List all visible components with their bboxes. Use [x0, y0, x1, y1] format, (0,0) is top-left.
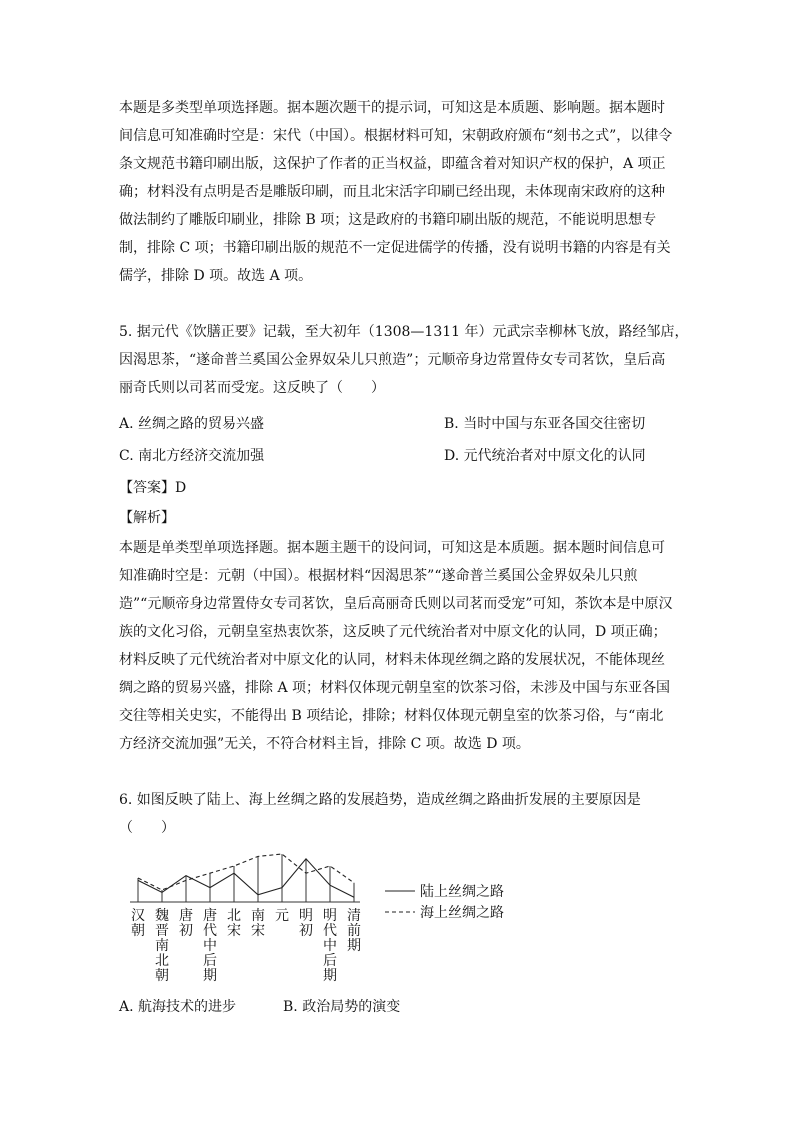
analysis-line: 造”“元顺帝身边常置侍女专司茗饮，皇后高丽奇氏则以司茗而受宠”可知，茶饮本是中原汉 [119, 596, 673, 612]
option-b: B. 政治局势的演变 [283, 999, 401, 1015]
analysis-title: 【解析】 [119, 510, 175, 526]
answer-label: 【答案】D [119, 480, 187, 496]
analysis-line: 确；材料没有点明是否是雕版印刷，而且北宋活字印刷已经出现，未体现南宋政府的这种 [119, 184, 665, 200]
period-label: 元 [275, 908, 289, 924]
analysis-line: 制，排除 C 项；书籍印刷出版的规范不一定促进儒学的传播，没有说明书籍的内容是有关 [119, 240, 671, 256]
period-label: 明初 [299, 908, 313, 939]
period-label: 明代中后期 [323, 908, 337, 983]
analysis-q4 [119, 94, 679, 290]
analysis-line: 知准确时空是：元朝（中国）。根据材料“因渴思茶”“遂命普兰奚国公金界奴朵儿只煎 [119, 568, 638, 584]
analysis-line: 材料反映了元代统治者对中原文化的认同，材料未体现丝绸之路的发展状况，不能体现丝 [119, 652, 665, 668]
period-label: 南宋 [251, 908, 265, 939]
analysis-line: 条文规范书籍印刷出版，这保护了作者的正当权益，即蕴含着对知识产权的保护，A 项正 [119, 156, 666, 172]
analysis-line: 绸之路的贸易兴盛，排除 A 项；材料仅体现元朝皇室的饮茶习俗，未涉及中国与东亚各国 [119, 680, 671, 696]
period-label: 唐初 [179, 908, 193, 939]
analysis-line: 做法制约了雕版印刷业，排除 B 项；这是政府的书籍印刷出版的规范，不能说明思想专 [119, 212, 657, 228]
period-label: 汉朝 [131, 908, 145, 939]
analysis-line: 方经济交流加强”无关，不符合材料主旨，排除 C 项。故选 D 项。 [119, 736, 530, 752]
analysis-line: 交往等相关史实，不能得出 B 项结论，排除；材料仅体现元朝皇室的饮茶习俗，与“南北 [119, 708, 664, 724]
land-silk-road-line [138, 859, 354, 897]
question-line: 6. 如图反映了陆上、海上丝绸之路的发展趋势，造成丝绸之路曲折发展的主要原因是 [119, 792, 641, 808]
option-c: C. 南北方经济交流加强 [119, 448, 265, 464]
period-label: 北宋 [227, 908, 241, 939]
analysis-line: 间信息可知准确时空是：宋代（中国）。根据材料可知，宋朝政府颁布“刻书之式”，以律令 [119, 128, 673, 144]
analysis-line: 本题是单类型单项选择题。据本题主题干的设问词，可知这是本质题。据本题时间信息可 [119, 540, 665, 556]
period-label: 唐代中后期 [203, 908, 217, 983]
question-line: 5. 据元代《饮膳正要》记载，至大初年（1308—1311 年）元武宗幸柳林飞放，路经邹店， [119, 324, 689, 340]
option-a: A. 航海技术的进步 [119, 999, 237, 1015]
analysis-line: 本题是多类型单项选择题。据本题次题干的提示词，可知这是本质题、影响题。据本题时 [119, 100, 665, 116]
option-a: A. 丝绸之路的贸易兴盛 [119, 416, 265, 432]
question-5-stem [119, 318, 689, 402]
question-line: 丽奇氏则以司茗而受宠。这反映了（ ） [119, 380, 385, 396]
question-line: 因渴思茶，“遂命普兰奚国公金界奴朵儿只煎造”；元顺帝身边常置侍女专司茗饮，皇后高 [119, 352, 666, 368]
period-label: 魏晋南北朝 [155, 908, 169, 983]
legend-land-label: 陆上丝绸之路 [420, 884, 504, 900]
question-line: （ ） [119, 820, 175, 836]
option-d: D. 元代统治者对中原文化的认同 [444, 448, 646, 464]
analysis-q5 [119, 534, 679, 758]
period-label: 清前期 [347, 908, 361, 954]
analysis-line: 族的文化习俗，元朝皇室热衷饮茶，这反映了元代统治者对中原文化的认同，D 项正确； [119, 624, 667, 640]
silk-road-trend-figure [120, 848, 540, 983]
analysis-line: 儒学，排除 D 项。故选 A 项。 [119, 268, 313, 284]
option-b: B. 当时中国与东亚各国交往密切 [444, 416, 646, 432]
question-6-stem [119, 786, 679, 842]
legend-sea-label: 海上丝绸之路 [420, 905, 504, 921]
